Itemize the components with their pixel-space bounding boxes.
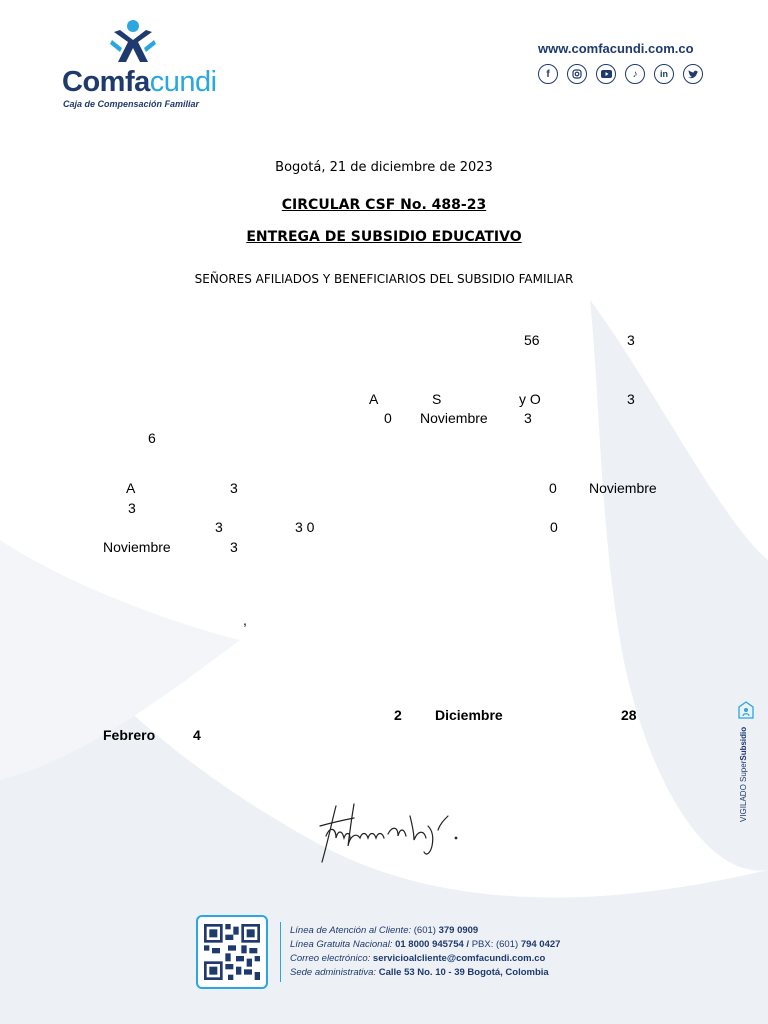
body-fragment: 6 [148,430,156,446]
qr-code-frame [196,915,268,989]
letter-date: Bogotá, 21 de diciembre de 2023 [275,160,493,175]
logo-name-part1: Comfa [62,66,150,98]
body-fragment-bold: 28 [621,707,637,723]
body-fragment: A [369,391,379,407]
body-fragment: Noviembre [420,410,488,426]
body-fragment: , [243,612,247,628]
body-fragment-bold: Diciembre [435,707,503,723]
body-fragment: Noviembre [103,539,171,555]
body-fragment: S [432,391,442,407]
website-link[interactable]: www.comfacundi.com.co [538,41,694,56]
letter-subject [0,229,768,245]
vigilado-suffix: Subsidio [739,726,748,761]
vigilado-seal [739,712,753,822]
twitter-icon[interactable] [683,64,703,84]
footer-divider [280,922,281,982]
vigilado-prefix: VIGILADO Super [739,760,748,822]
body-fragment: 3 [215,519,223,535]
body-fragment: 0 [550,519,558,535]
footer-label: Correo electrónico: [290,953,371,964]
body-fragment: 3 [524,410,532,426]
body-fragment: 3 [627,332,635,348]
body-fragment: 0 [549,480,557,496]
footer-line-email [290,953,545,964]
circular-number-text: CIRCULAR CSF No. 488-23 [281,197,487,213]
logo-name-part2: cundi [149,66,217,98]
body-fragment-bold: 4 [193,727,201,743]
body-fragment: 3 [128,500,136,516]
body-fragment: 56 [524,332,540,348]
circular-number [0,197,768,213]
footer-email-link[interactable]: servicioalcliente@comfacundi.com.co [370,953,546,964]
qr-code-icon [204,924,260,980]
footer-line-phone [290,925,478,936]
footer-line-address [290,967,549,978]
supersubsidio-icon [738,701,754,719]
body-fragment-bold: 2 [394,707,402,723]
youtube-icon[interactable] [596,64,616,84]
body-fragment-bold: Febrero [103,727,156,743]
body-fragment: Noviembre [589,480,657,496]
body-fragment: 0 [384,410,392,426]
letter-addressee: SEÑORES AFILIADOS Y BENEFICIARIOS DEL SUBSIDIO FAMILIAR [194,272,574,286]
body-fragment: 3 [230,539,238,555]
logo-tagline: Caja de Compensación Familiar [63,99,200,109]
linkedin-icon[interactable]: in [654,64,674,84]
footer-value: (601) [411,925,439,936]
footer-label: Línea de Atención al Cliente: [290,925,412,936]
instagram-icon[interactable] [567,64,587,84]
body-fragment: 3 [627,391,635,407]
footer-line-free [290,939,560,950]
facebook-icon[interactable]: f [538,64,558,84]
body-fragment: A [126,480,136,496]
footer-label: Sede administrativa: [290,967,377,978]
footer-value-bold: 01 8000 945754 / [392,939,470,950]
letter-subject-text: ENTREGA DE SUBSIDIO EDUCATIVO [246,229,522,245]
body-fragment: y O [519,391,541,407]
tiktok-icon[interactable]: ♪ [625,64,645,84]
footer-value-bold: 379 0909 [438,925,479,936]
person-logo-icon [108,18,158,66]
handwritten-signature [314,796,474,868]
footer-value-bold: Calle 53 No. 10 - 39 Bogotá, Colombia [376,967,549,978]
footer-label: Línea Gratuita Nacional: [290,939,393,950]
footer-value-bold: 794 0427 [520,939,561,950]
body-fragment: 3 0 [295,519,315,535]
footer-value: PBX: (601) [469,939,521,950]
body-fragment: 3 [230,480,238,496]
